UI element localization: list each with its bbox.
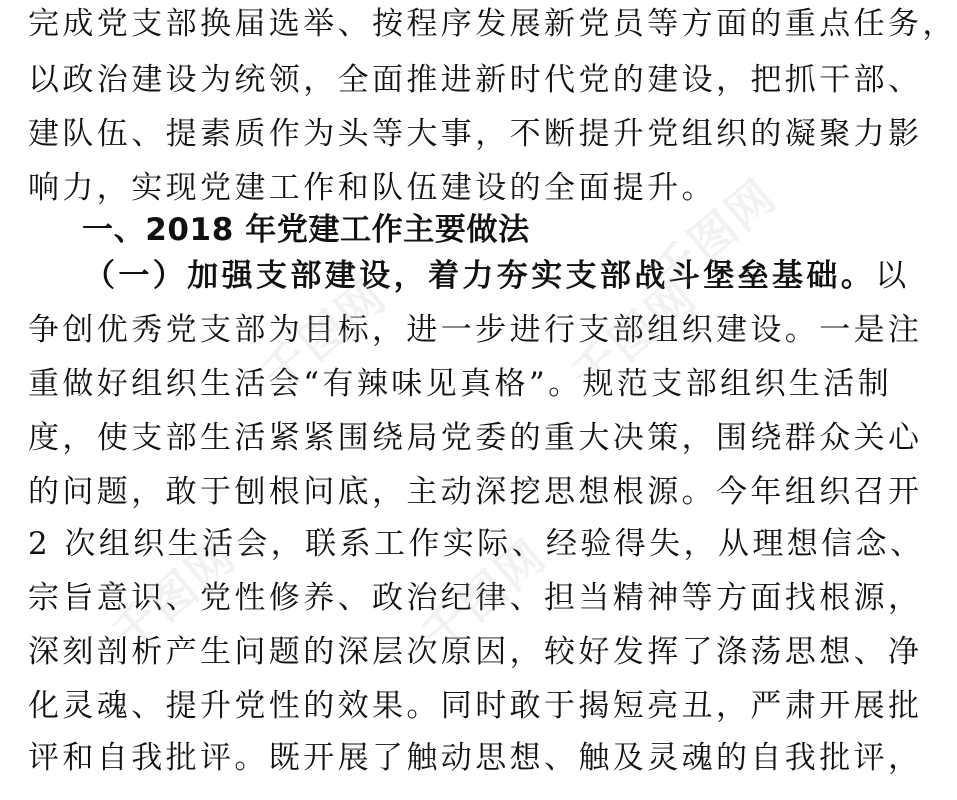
watermark-logo: 千图网	[411, 528, 557, 663]
watermark-logo: 千图网	[561, 268, 707, 403]
body-line-4: 的问题，敢于刨根问底，主动深挖思想根源。今年组织召开	[28, 474, 923, 510]
body-line-6: 宗旨意识、党性修养、政治纪律、担当精神等方面找根源，	[28, 580, 923, 616]
body-line-7: 深刻剖析产生问题的深层次原因，较好发挥了涤荡思想、净	[28, 634, 923, 670]
subsection-heading: （一）加强支部建设，着力夯实支部战斗堡垒基础。	[84, 258, 876, 294]
body-line-5: 2 次组织生活会，联系工作实际、经验得失，从理想信念、	[28, 526, 925, 562]
paragraph-line-1: 完成党支部换届选举、按程序发展新党员等方面的重点任务，	[28, 6, 957, 42]
paragraph-line-4: 响力，实现党建工作和队伍建设的全面提升。	[28, 170, 716, 206]
body-line-3: 度，使支部生活紧紧围绕局党委的重大决策，围绕群众关心	[28, 420, 923, 456]
watermark-logo: 千图网	[101, 528, 247, 663]
body-line-9: 评和自我批评。既开展了触动思想、触及灵魂的自我批评，	[28, 740, 923, 776]
paragraph-line-3: 建队伍、提素质作为头等大事，不断提升党组织的凝聚力影	[28, 116, 923, 152]
body-line-2: 重做好组织生活会“有辣味见真格”。规范支部组织生活制	[28, 366, 893, 402]
subsection-heading-tail: 以	[875, 258, 910, 294]
body-line-8: 化灵魂、提升党性的效果。同时敢于揭短亮丑，严肃开展批	[28, 688, 923, 724]
body-line-1: 争创优秀党支部为目标，进一步进行支部组织建设。一是注	[28, 312, 923, 348]
section-heading: 一、2018 年党建工作主要做法	[82, 212, 530, 248]
watermark-logo: 千图网	[641, 168, 787, 303]
subsection-line	[84, 256, 910, 296]
watermark-logo: 千图网	[251, 268, 397, 403]
paragraph-line-2: 以政治建设为统领，全面推进新时代党的建设，把抓干部、	[28, 62, 923, 98]
